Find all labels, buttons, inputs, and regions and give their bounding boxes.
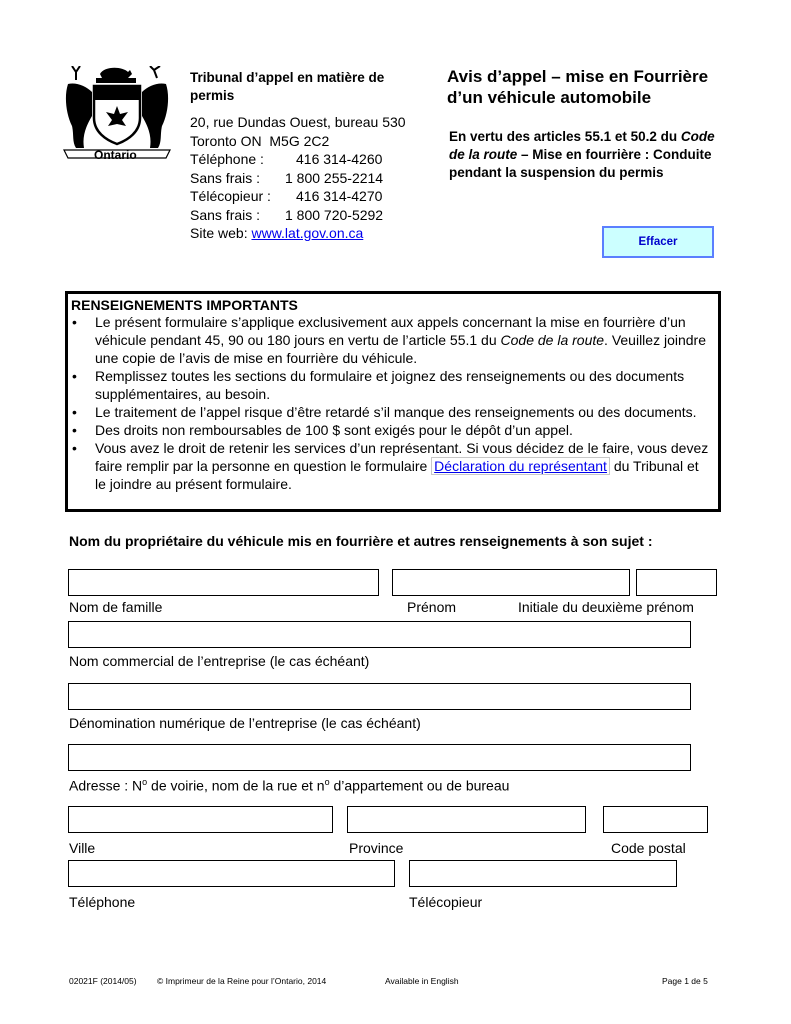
phone-input[interactable]: [68, 860, 395, 887]
info-item-1-italic: Code de la route: [500, 332, 605, 348]
first-name-input[interactable]: [392, 569, 630, 596]
page-number: Page 1 de 5: [662, 976, 708, 986]
phone-value: 416 314-4260: [296, 151, 383, 167]
first-name-label: Prénom: [407, 599, 457, 615]
address-line-1: 20, rue Dundas Ouest, bureau 530: [190, 114, 406, 130]
address-input[interactable]: [68, 744, 691, 771]
form-subtitle: [449, 128, 729, 182]
contact-block: [190, 113, 406, 243]
tollfree2-value: 1 800 720-5292: [285, 206, 384, 223]
web-label: Site web:: [190, 225, 252, 241]
bullet-icon: •: [72, 422, 77, 438]
bullet-icon: •: [72, 440, 77, 456]
address-label: [69, 777, 509, 794]
tribunal-name: Tribunal d’appel en matière de permis: [190, 70, 385, 103]
clear-button[interactable]: Effacer: [602, 226, 714, 258]
last-name-input[interactable]: [68, 569, 379, 596]
info-item-2-text: Remplissez toutes les sections du formulaire et joignez des renseignements ou des documents supplémentaires, au besoin.: [95, 368, 685, 402]
website-link[interactable]: www.lat.gov.on.ca: [251, 225, 364, 241]
phone-row: [190, 150, 406, 169]
info-item: [71, 403, 712, 421]
fax-value: 416 314-4270: [296, 188, 383, 204]
copyright: © Imprimeur de la Reine pour l’Ontario, 2014: [157, 976, 327, 986]
middle-initial-label: Initiale du deuxième prénom: [518, 599, 694, 615]
address-label-sup-2: o: [324, 777, 330, 787]
info-item: [71, 439, 712, 493]
tollfree2-row: [190, 206, 406, 225]
last-name-label: Nom de famille: [69, 599, 163, 615]
info-item-4-text: Des droits non remboursables de 100 $ sont exigés pour le dépôt d’un appel.: [95, 422, 573, 438]
web-row: [190, 224, 406, 243]
logo-caption: Ontario: [94, 148, 137, 162]
subtitle-text-1: En vertu des articles 55.1 et 50.2 du: [449, 129, 681, 144]
owner-section-title: Nom du propriétaire du véhicule mis en fourrière et autres renseignements à son sujet :: [69, 533, 653, 549]
info-heading: RENSEIGNEMENTS IMPORTANTS: [71, 297, 298, 313]
phone-label: Téléphone: [69, 894, 136, 910]
fax-input[interactable]: [409, 860, 677, 887]
important-info-box: [65, 291, 721, 512]
info-item: [71, 421, 712, 439]
phone-label: Téléphone :: [190, 151, 264, 167]
postal-code-label: Code postal: [611, 840, 686, 856]
bullet-icon: •: [72, 368, 77, 384]
address-label-c: d’appartement ou de bureau: [329, 777, 510, 794]
business-number-input[interactable]: [68, 683, 691, 710]
fax-row: [190, 187, 406, 206]
province-input[interactable]: [347, 806, 586, 833]
business-name-input[interactable]: [68, 621, 691, 648]
province-label: Province: [349, 840, 404, 856]
fax-label: Télécopieur: [409, 894, 483, 910]
city-label: Ville: [69, 840, 96, 856]
info-item-5-text-a: Vous avez le droit de retenir les services d’un représentant. Si vous décidez de le faire, vous devez faire remplir par la personne en question le formulaire: [95, 440, 709, 474]
postal-code-input[interactable]: [603, 806, 708, 833]
business-name-label: Nom commercial de l’entreprise (le cas échéant): [69, 653, 370, 669]
tollfree-row: [190, 169, 406, 188]
fax-label: Télécopieur :: [190, 188, 271, 204]
address-line-2: Toronto ON M5G 2C2: [190, 132, 330, 149]
tollfree-label: Sans frais :: [190, 169, 261, 186]
address-label-sup-1: o: [142, 777, 148, 787]
info-item: [71, 367, 712, 403]
info-item-3-text: Le traitement de l’appel risque d’être retardé s’il manque des renseignements ou des documents.: [95, 404, 697, 420]
tollfree-value: 1 800 255-2214: [285, 169, 384, 186]
address-label-a: Adresse : N: [69, 777, 143, 794]
tollfree2-label: Sans frais :: [190, 206, 261, 223]
subtitle-italic: Code de la route: [449, 129, 715, 162]
bullet-icon: •: [72, 404, 77, 420]
form-number: 02021F (2014/05): [69, 976, 137, 986]
business-number-label: Dénomination numérique de l’entreprise (le cas échéant): [69, 715, 421, 731]
info-item: [71, 313, 712, 367]
middle-initial-input[interactable]: [636, 569, 717, 596]
available-in-english: Available in English: [385, 976, 459, 986]
address-label-b: de voirie, nom de la rue et n: [147, 777, 325, 794]
representative-declaration-link[interactable]: Déclaration du représentant: [431, 457, 610, 475]
city-input[interactable]: [68, 806, 333, 833]
info-item-1-text-a: Le présent formulaire s’applique exclusivement aux appels concernant la mise en fourrière d’un véhicule pendant 45, 90 ou 180 jours en vertu de l’article 55.1 du: [95, 314, 686, 348]
info-list: [71, 313, 712, 493]
subtitle-text-2: – Mise en fourrière : Conduite pendant la suspension du permis: [449, 147, 712, 180]
info-item-1-text-b: . Veuillez joindre une copie de l’avis de mise en fourrière du véhicule.: [95, 332, 706, 366]
form-title: Avis d’appel – mise en Fourrière d’un véhicule automobile: [447, 67, 709, 107]
info-item-5-text-b: du Tribunal et le joindre au présent formulaire.: [95, 458, 699, 492]
bullet-icon: •: [72, 314, 77, 330]
